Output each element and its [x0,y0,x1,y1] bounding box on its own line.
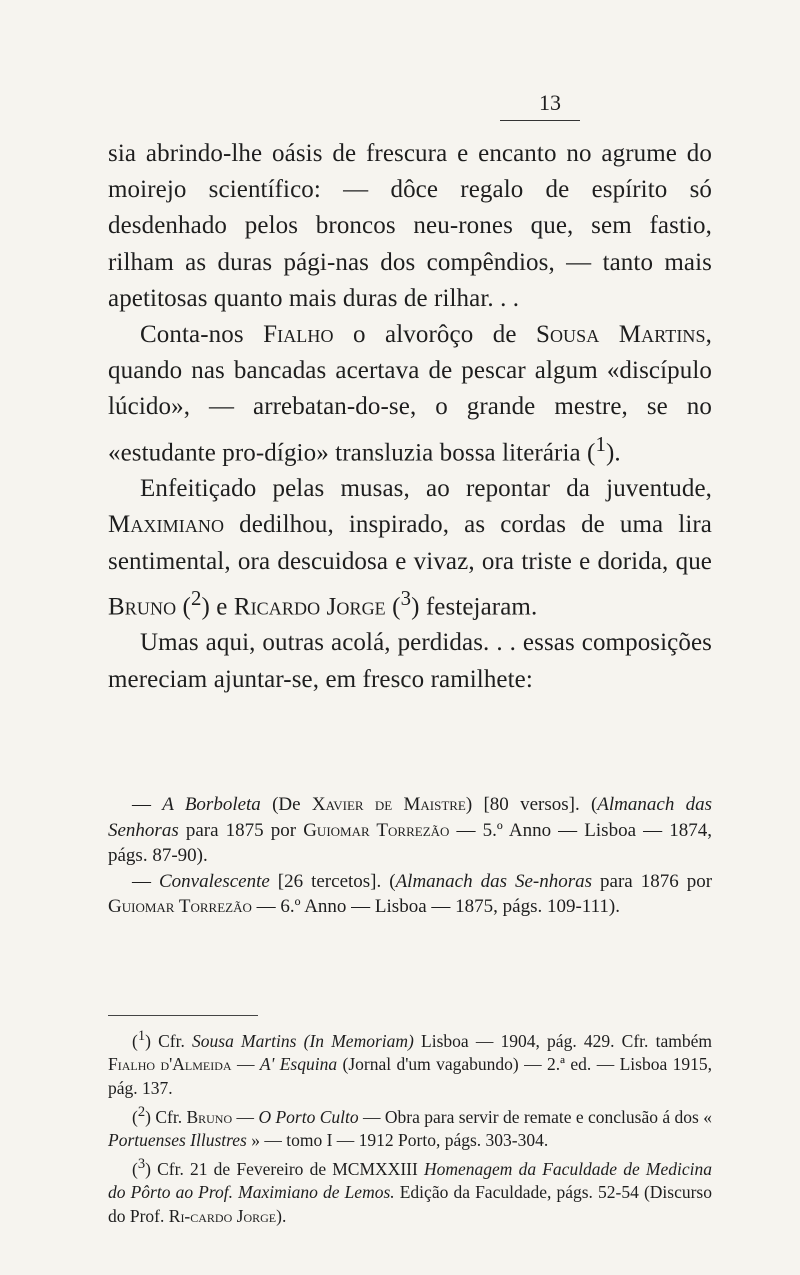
text-run: Lisboa — 1904, pág. 429. Cfr. também [413,1030,712,1051]
author-name: Xavier de Maistre [311,794,466,815]
text-run: ) Cfr. [145,1106,187,1127]
text-run: ( [132,1158,138,1179]
text-run: — Obra para servir de remate e conclusão á dos « [358,1106,712,1127]
footnotes [108,1025,712,1228]
text-run: para 1876 por [592,870,713,892]
text-run: dedilhou, inspirado, as cordas de uma lira sentimental, ora descuidosa e vivaz, ora triste e dorida, que [108,511,712,575]
paragraph-4: Umas aqui, outras acolá, perdidas. . . essas composições mereciam ajuntar-se, em fresco ramilhete: [108,629,712,693]
footnote-3 [108,1153,712,1229]
text-run: o alvorôço de [333,321,536,349]
author-name: Fialho d'Almeida [108,1054,232,1075]
bibliography-entry [108,869,712,920]
author-name: Fialho [263,321,334,349]
text-run: ) Cfr. [145,1030,193,1051]
author-name: Sousa Martins [535,321,706,349]
text-run: ) e [201,593,234,621]
text-run: Enfeitiçado pelas musas, ao repontar da juventude, [140,475,712,503]
text-run: Edição da Faculdade, págs. 52-54 (Discurso do Prof. [108,1182,712,1226]
text-run: ( [132,1106,138,1127]
footnote-marker: 1 [137,1028,146,1044]
text-run: — 5.º Anno — Lisboa — 1874, págs. 87-90). [108,819,712,866]
author-name: Maximiano [108,511,225,539]
footnote-ref: 3 [400,585,412,610]
work-title: Convalescente [159,870,270,892]
main-text [108,136,712,698]
paragraph-2 [108,317,712,471]
text-run: ( [176,593,191,621]
work-title: A Borboleta [162,794,261,815]
footnote-ref: 2 [190,585,202,610]
text-run: — [132,794,163,815]
text-run: (De [260,794,312,815]
work-title: Almanach das Se-nhoras [395,870,593,892]
author-name: Ricardo Jorge [233,593,386,621]
work-title: A' Esquina [259,1054,338,1075]
header-rule [500,120,580,121]
work-title: Sousa Martins (In Memoriam) [192,1030,414,1051]
text-run: ). [276,1205,287,1226]
text-run: ) festejaram. [411,593,538,621]
footnote-ref: 1 [595,431,606,456]
bibliography-list [108,792,712,920]
text-run: ). [606,438,621,466]
text-run: Conta-nos [140,321,264,349]
text-run: — 6.º Anno — Lisboa — 1875, págs. 109-111). [251,896,620,917]
work-title: O Porto Culto [258,1106,359,1127]
footnote-marker: 3 [137,1155,146,1172]
text-run: , quando nas bancadas acertava de pescar algum «discípulo lúcido», — arrebatan-do-se, o grande mestre, se no «estudante pro-dígio» transluzia bossa literária ( [108,321,712,466]
author-name: Bruno [186,1106,233,1127]
author-name: Guiomar Torrezão [108,896,252,917]
text-run: [26 tercetos]. ( [269,870,396,892]
work-title: Portuenses Illustres [108,1130,247,1151]
text-run: ) [80 versos]. ( [465,794,598,815]
text-run: ( [385,593,401,621]
work-title: Almanach das Senhoras [108,794,713,841]
footnote-1 [108,1025,712,1101]
text-run: para 1875 por [178,819,304,841]
footnote-2 [108,1101,712,1153]
footnote-rule [108,1015,258,1016]
paragraph-3 [108,471,712,625]
text-run: — [231,1054,260,1075]
text-run: (Jornal d'um vagabundo) — 2.ª ed. — Lisboa 1915, pág. 137. [108,1054,713,1099]
text-run: » — tomo I — 1912 Porto, págs. 303-304. [246,1130,549,1151]
footnote-marker: 2 [137,1103,146,1120]
author-name: Bruno [108,593,177,621]
text-run: ( [132,1030,138,1051]
text-run: ) Cfr. 21 de Fevereiro de MCMXXIII [145,1158,424,1179]
text-run: — [132,870,159,892]
page-number: 13 [539,90,561,115]
bibliography-entry [108,792,712,869]
paragraph-1: sia abrindo-lhe oásis de frescura e encanto no agrume do moirejo scientífico: — dôce regalo de espírito só desdenhado pelos broncos neu-rones que, sem fastio, rilham as duras pági-nas dos compêndios, — tanto mais apetitosas quanto mais duras de rilhar. . . [108,140,712,312]
author-name: Ri-cardo Jorge [168,1205,277,1226]
work-title: Homenagem da Faculdade de Medicina do Pôrto ao Prof. Maximiano de Lemos. [108,1158,713,1203]
text-run: — [232,1106,259,1127]
author-name: Guiomar Torrezão [303,819,450,841]
